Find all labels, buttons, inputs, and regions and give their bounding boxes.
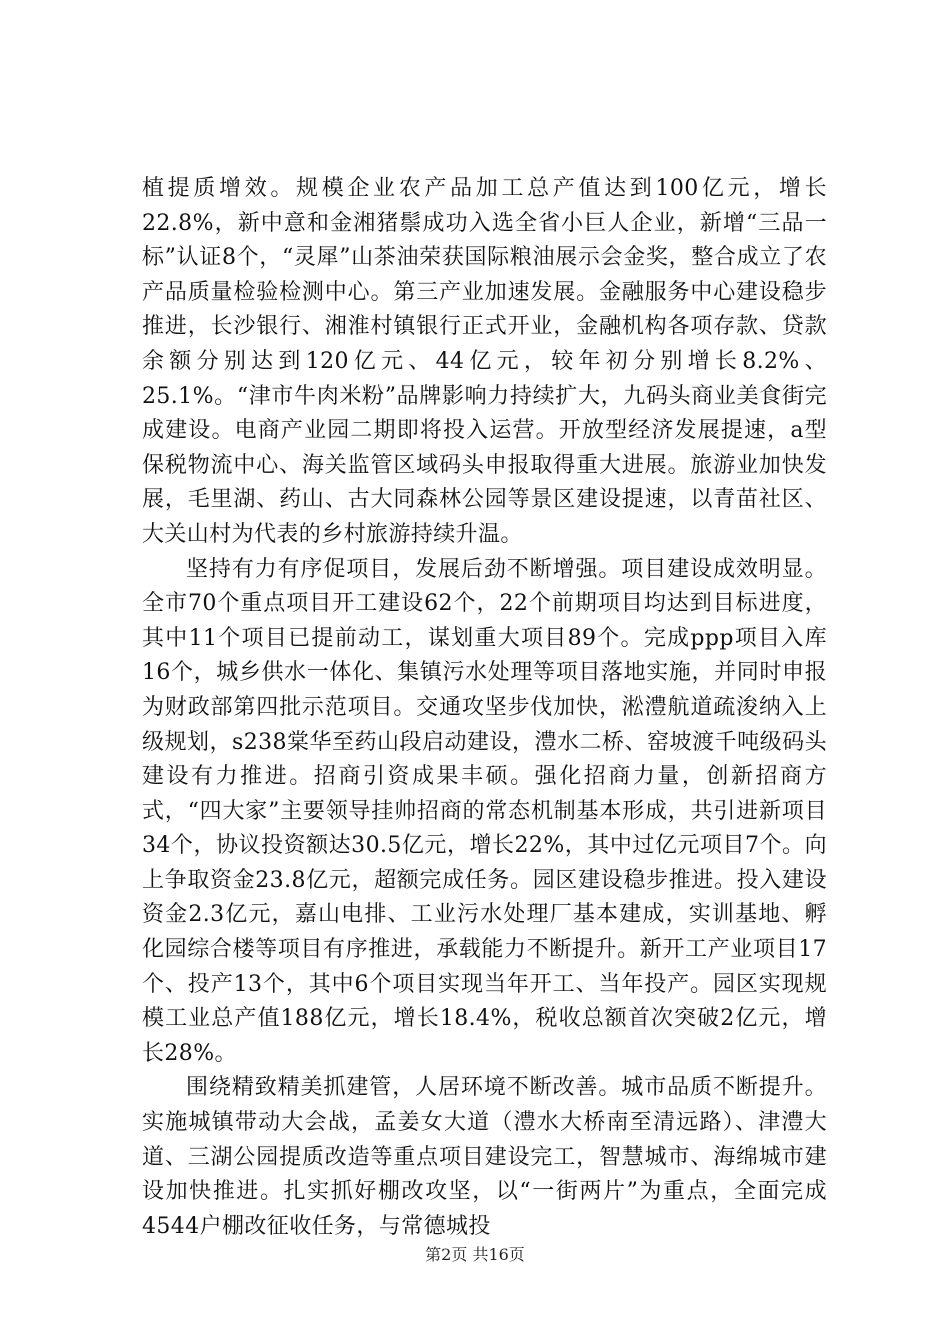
paragraph-continuation: 植提质增效。规模企业农产品加工总产值达到100亿元，增长22.8%，新中意和金湘猪鬃成功入选全省小巨人企业，新增“三品一标”认证8个，“灵犀”山茶油荣获国际粮油展示会金奖，整合成立了农产品质量检验检测中心。第三产业加速发展。金融服务中心建设稳步推进，长沙银行、湘淮村镇银行正式开业，金融机构各项存款、贷款余额分别达到120亿元、44亿元，较年初分别增长8.2%、25.1%。“津市牛肉米粉”品牌影响力持续扩大，九码头商业美食街完成建设。电商产业园二期即将投入运营。开放型经济发展提速，a型保税物流中心、海关监管区域码头申报取得重大进展。旅游业加快发展，毛里湖、药山、古大同森林公园等景区建设提速，以青苗社区、大关山村为代表的乡村旅游持续升温。 bbox=[142, 176, 827, 547]
paragraph-projects: 坚持有力有序促项目，发展后劲不断增强。项目建设成效明显。全市70个重点项目开工建设62个，22个前期项目均达到目标进度，其中11个项目已提前动工，谋划重大项目89个。完成ppp项目入库16个，城乡供水一体化、集镇污水处理等项目落地实施，并同时申报为财政部第四批示范项目。交通攻坚步伐加快，淞澧航道疏浚纳入上级规划，s238棠华至药山段启动建设，澧水二桥、窑坡渡千吨级码头建设有力推进。招商引资成果丰硕。强化招商力量，创新招商方式，“四大家”主要领导挂帅招商的常态机制基本形成，共引进新项目34个，协议投资额达30.5亿元，增长22%，其中过亿元项目7个。向上争取资金23.8亿元，超额完成任务。园区建设稳步推进。投入建设资金2.3亿元，嘉山电排、工业污水处理厂基本建成，实训基地、孵化园综合楼等项目有序推进，承载能力不断提升。新开工产业项目17个、投产13个，其中6个项目实现当年开工、当年投产。园区实现规模工业总产值188亿元，增长18.4%，税收总额首次突破2亿元，增长28%。 bbox=[142, 556, 827, 1066]
page-number-footer: 第2页 共16页 bbox=[425, 1245, 525, 1264]
document-body bbox=[142, 172, 827, 1244]
paragraph-urban-construction: 围绕精致精美抓建管，人居环境不断改善。城市品质不断提升。实施城镇带动大会战，孟姜女大道（澧水大桥南至清远路）、津澧大道、三湖公园提质改造等重点项目建设完工，智慧城市、海绵城市建设加快推进。扎实抓好棚改攻坚，以“一街两片”为重点，全面完成4544户棚改征收任务，与常德城投 bbox=[142, 1075, 827, 1239]
